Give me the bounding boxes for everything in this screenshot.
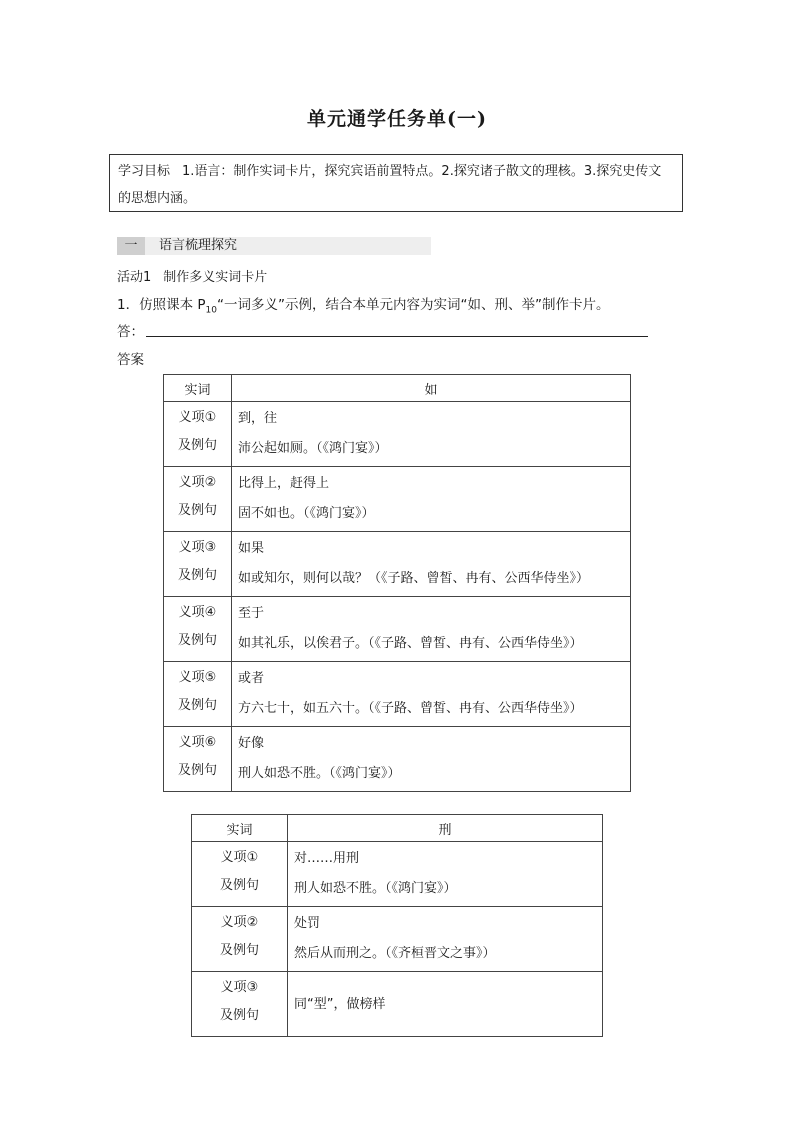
sense-number: 义项③ xyxy=(220,980,259,995)
sense-example: 刑人如恐不胜。（《鸿门宴》） xyxy=(238,766,401,781)
table-row xyxy=(164,727,631,792)
sense-meaning: 处罚 xyxy=(294,916,321,931)
sense-number: 义项⑥ xyxy=(178,735,217,750)
table-row xyxy=(164,597,631,662)
answer-blank-line xyxy=(146,336,648,337)
sense-example-label: 及例句 xyxy=(177,438,217,453)
sense-number: 义项② xyxy=(178,475,217,490)
sense-number: 义项② xyxy=(220,915,259,930)
table-row xyxy=(192,842,603,907)
learning-goals-box xyxy=(109,154,683,212)
table-row xyxy=(164,532,631,597)
table-row xyxy=(164,402,631,467)
sense-meaning: 好像 xyxy=(238,736,265,751)
table-header-word: 刑 xyxy=(288,815,603,842)
question-suffix: “一词多义”示例，结合本单元内容为实词“如、刑、举”制作卡片。 xyxy=(216,297,610,313)
sense-number: 义项③ xyxy=(178,540,217,555)
question-page-sub: 10 xyxy=(205,305,217,316)
sense-example: 固不如也。（《鸿门宴》） xyxy=(238,506,375,521)
question-prefix: 1．仿照课本 P xyxy=(117,297,206,313)
sense-meaning: 对……用刑 xyxy=(294,851,360,866)
sense-meaning: 比得上，赶得上 xyxy=(238,476,330,491)
learning-goals-text: 1.语言：制作实词卡片，探究宾语前置特点。2.探究诸子散文的理核。3.探究史传文的思想内涵。 xyxy=(118,164,662,206)
section-title: 语言梳理探究 xyxy=(159,238,238,253)
sense-example-label: 及例句 xyxy=(177,698,217,713)
table-row xyxy=(164,467,631,532)
answer-label: 答案 xyxy=(117,352,144,368)
page-title: 单元通学任务单(一) xyxy=(307,108,487,130)
activity-heading xyxy=(117,266,267,285)
sense-example: 然后从而刑之。（《齐桓晋文之事》） xyxy=(294,946,496,961)
sense-meaning: 同“型”，做榜样 xyxy=(294,997,386,1012)
sense-number: 义项④ xyxy=(178,605,217,620)
sense-example: 刑人如恐不胜。（《鸿门宴》） xyxy=(294,881,457,896)
table-header-word: 如 xyxy=(232,375,631,402)
answer-prompt: 答： xyxy=(117,324,144,340)
activity-label: 活动1 xyxy=(117,270,152,285)
table-header-word-label: 实词 xyxy=(192,815,288,842)
sense-meaning: 或者 xyxy=(238,671,265,686)
sense-number: 义项⑤ xyxy=(178,670,217,685)
sense-number: 义项① xyxy=(220,850,259,865)
sense-example-label: 及例句 xyxy=(177,568,217,583)
table-row xyxy=(192,972,603,1037)
learning-goals-label: 学习目标 xyxy=(118,164,171,179)
sense-example-label: 及例句 xyxy=(177,763,217,778)
sense-example: 沛公起如厕。（《鸿门宴》） xyxy=(238,441,388,456)
sense-number: 义项① xyxy=(178,410,217,425)
sense-meaning: 到，往 xyxy=(238,411,278,426)
sense-meaning: 至于 xyxy=(238,606,265,621)
section-number: 一 xyxy=(117,237,145,255)
activity-title: 制作多义实词卡片 xyxy=(163,270,268,285)
sense-example-label: 及例句 xyxy=(219,943,259,958)
sense-meaning: 如果 xyxy=(238,541,265,556)
sense-example-label: 及例句 xyxy=(219,878,259,893)
sense-example-label: 及例句 xyxy=(177,633,217,648)
sense-example-label: 及例句 xyxy=(177,503,217,518)
table-row xyxy=(164,662,631,727)
table-row xyxy=(192,907,603,972)
sense-example-label: 及例句 xyxy=(219,1008,259,1023)
section-header xyxy=(117,237,431,255)
sense-example: 方六七十，如五六十。（《子路、曾皙、冉有、公西华侍坐》） xyxy=(238,701,583,716)
sense-example: 如其礼乐，以俟君子。（《子路、曾皙、冉有、公西华侍坐》） xyxy=(238,636,583,651)
vocab-card-table-ru xyxy=(163,374,631,792)
table-header-word-label: 实词 xyxy=(164,375,232,402)
question-1 xyxy=(117,293,609,316)
sense-example: 如或知尔，则何以哉？（《子路、曾皙、冉有、公西华侍坐》） xyxy=(238,571,590,586)
vocab-card-table-xing xyxy=(191,814,603,1037)
